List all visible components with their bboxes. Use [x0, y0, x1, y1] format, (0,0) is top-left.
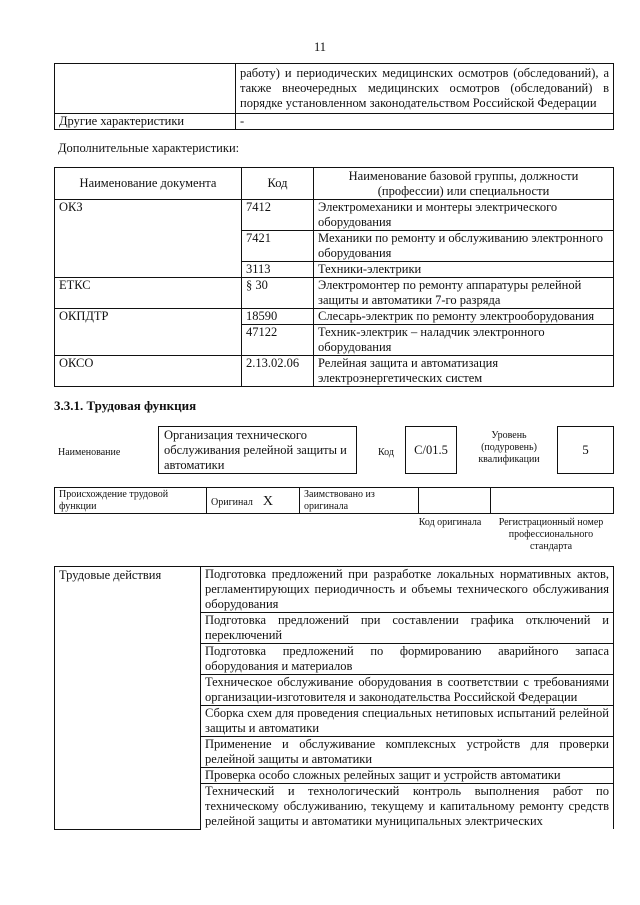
header-document: Наименование документа	[55, 168, 242, 200]
row-code: 7421	[242, 231, 314, 262]
row-name: Релейная защита и автоматизация электроэнергетических систем	[314, 356, 614, 387]
code-original-label: Код оригинала	[418, 517, 482, 528]
function-name-label: Наименование	[58, 447, 121, 458]
row-code: 47122	[242, 325, 314, 356]
page-number: 11	[313, 40, 327, 54]
qualification-level-box: 5	[557, 426, 614, 474]
function-code-label: Код	[378, 447, 394, 458]
row-code: 7412	[242, 200, 314, 231]
reg-number-label: Регистрационный номер профессионального стандарта	[498, 517, 604, 552]
labor-action-item: Сборка схем для проведения специальных нетиповых испытаний релейной защиты и автоматики	[201, 706, 614, 737]
header-group-name: Наименование базовой группы, должности (профессии) или специальности	[314, 168, 614, 200]
row-code: § 30	[242, 278, 314, 309]
top-table-continuation: работу) и периодических медицинских осмотров (обследований), а также внеочередных медицинских осмотров (обследований) в порядке установленном законодательством Российской Федерации	[236, 64, 614, 114]
labor-action-item: Техническое обслуживание оборудования в соответствии с требованиями организации-изготовителя и законодательства Российской Федерации	[201, 675, 614, 706]
labor-action-item: Применение и обслуживание комплексных устройств для проверки релейной защиты и автоматики	[201, 737, 614, 768]
borrowed-label: Заимствовано из оригинала	[300, 488, 419, 514]
row-code: 18590	[242, 309, 314, 325]
additional-title: Дополнительные характеристики:	[58, 141, 240, 155]
other-characteristics-value: -	[236, 114, 614, 130]
function-code-box: C/01.5	[405, 426, 457, 474]
origin-original-cell	[207, 488, 300, 514]
row-code: 3113	[242, 262, 314, 278]
row-doc: ОКЗ	[55, 200, 242, 278]
header-code: Код	[242, 168, 314, 200]
row-doc: ОКСО	[55, 356, 242, 387]
top-table	[54, 63, 614, 130]
row-code: 2.13.02.06	[242, 356, 314, 387]
row-name: Электромонтер по ремонту аппаратуры релейной защиты и автоматики 7-го разряда	[314, 278, 614, 309]
section-title: 3.3.1. Трудовая функция	[54, 398, 197, 413]
top-table-empty-cell	[55, 64, 236, 114]
original-label: Оригинал	[211, 496, 253, 508]
additional-table	[54, 167, 614, 387]
row-name: Электромеханики и монтеры электрического оборудования	[314, 200, 614, 231]
origin-table	[54, 487, 614, 514]
row-doc: ЕТКС	[55, 278, 242, 309]
row-name: Механики по ремонту и обслуживанию электронного оборудования	[314, 231, 614, 262]
code-original-cell	[419, 488, 491, 514]
labor-action-item: Технический и технологический контроль выполнения работ по техническому обслуживанию, текущему и капитальному ремонту средств релейной защиты и автоматики муниципальных электрических	[201, 784, 614, 830]
labor-action-item: Проверка особо сложных релейных защит и устройств автоматики	[201, 768, 614, 784]
labor-action-item: Подготовка предложений при разработке локальных нормативных актов, регламентирующих периодичность и объемы технического обслуживания оборудования	[201, 567, 614, 613]
labor-action-item: Подготовка предложений при составлении графика отключений и переключений	[201, 613, 614, 644]
origin-label: Происхождение трудовой функции	[55, 488, 207, 514]
qualification-level-label: Уровень (подуровень) квалификации	[478, 430, 540, 465]
reg-number-cell	[491, 488, 614, 514]
labor-actions-table	[54, 566, 614, 830]
original-mark: X	[262, 493, 274, 509]
other-characteristics-label: Другие характеристики	[55, 114, 236, 130]
row-doc: ОКПДТР	[55, 309, 242, 356]
labor-actions-label: Трудовые действия	[55, 567, 201, 830]
function-name-box: Организация технического обслуживания релейной защиты и автоматики	[158, 426, 357, 474]
labor-action-item: Подготовка предложений по формированию аварийного запаса оборудования и материалов	[201, 644, 614, 675]
row-name: Слесарь-электрик по ремонту электрооборудования	[314, 309, 614, 325]
row-name: Техник-электрик – наладчик электронного оборудования	[314, 325, 614, 356]
row-name: Техники-электрики	[314, 262, 614, 278]
